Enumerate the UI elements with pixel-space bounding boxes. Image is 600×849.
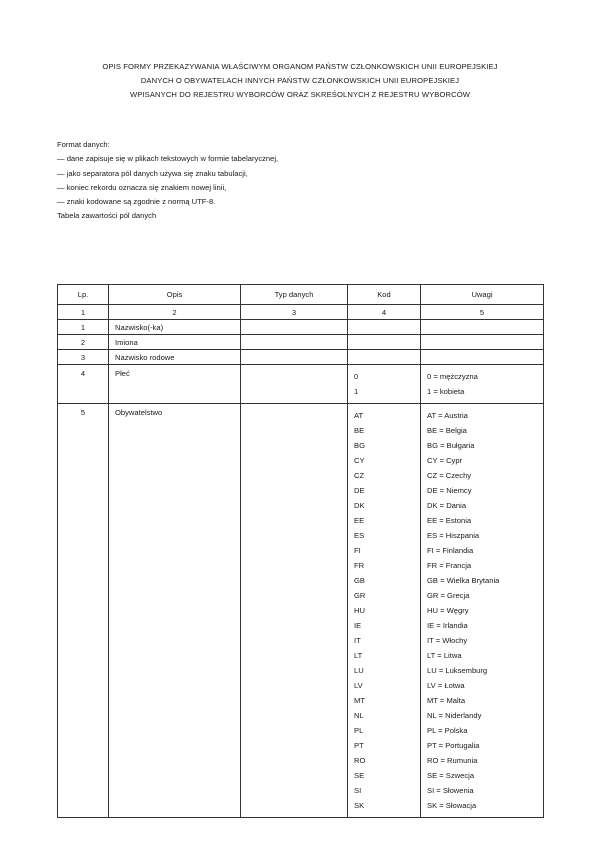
table-row [58,350,544,365]
row-typ [241,350,348,365]
stack-item: CY = Cypr [427,456,463,465]
colnum-3: 3 [241,305,348,320]
stack-item: PT = Portugalia [427,741,480,750]
stack-item: 1 = kobieta [427,387,465,396]
header-opis: Opis [109,285,241,305]
stack-item: AT [354,411,364,420]
row-kod-list [348,404,421,818]
stack-item: DE [354,486,365,495]
table-column-number-row [58,305,544,320]
format-bullet-3: — koniec rekordu oznacza się znakiem nowej linii, [57,182,227,192]
stack-item: 0 = mężczyzna [427,372,478,381]
row-uwagi [421,320,544,335]
stack-item: GR [354,591,366,600]
header-typ-danych: Typ danych [241,285,348,305]
stack-item: RO [354,756,366,765]
table-row [58,335,544,350]
title-line-1: OPIS FORMY PRZEKAZYWANIA WŁAŚCIWYM ORGANOM PAŃSTW CZŁONKOWSKICH UNII EUROPEJSKIEJ [102,62,498,71]
stack-item: CY [354,456,365,465]
stack-item: FI [354,546,361,555]
stack-item: LU = Luksemburg [427,666,488,675]
colnum-2: 2 [109,305,241,320]
stack-item: FR = Francja [427,561,472,570]
row-kod [348,335,421,350]
stack-item: GB [354,576,365,585]
colnum-4: 4 [348,305,421,320]
stack-item: 0 [354,372,359,381]
stack-item: EE [354,516,365,525]
title-line-2: DANYCH O OBYWATELACH INNYCH PAŃSTW CZŁONKOWSKICH UNII EUROPEJSKIEJ [140,76,460,85]
stack-item: FR [354,561,365,570]
row-opis: Imiona [109,335,241,350]
row-opis: Nazwisko(-ka) [109,320,241,335]
stack-item: IT [354,636,361,645]
stack-item: HU [354,606,365,615]
document-title [40,60,560,102]
format-bullet-4: — znaki kodowane są zgodnie z normą UTF-8. [57,197,216,207]
row-lp: 2 [58,335,109,350]
stack-item: BG = Bułgaria [427,441,475,450]
stack-item: CZ [354,471,365,480]
row-uwagi [421,335,544,350]
format-description [57,138,457,224]
stack-item: DK [354,501,365,510]
stack-item: GB = Wielka Brytania [427,576,500,585]
colnum-1: 1 [58,305,109,320]
stack-item: NL = Niderlandy [427,711,482,720]
stack-item: SE = Szwecja [427,771,475,780]
format-bullet-1: — dane zapisuje się w plikach tekstowych w formie tabelarycznej, [57,154,279,164]
stack-item: DE = Niemcy [427,486,472,495]
stack-item: PL [354,726,364,735]
stack-item: FI = Finlandia [427,546,474,555]
row-typ [241,320,348,335]
row-opis: Obywatelstwo [109,404,241,818]
row-kod [348,350,421,365]
stack-item: BE = Belgia [427,426,467,435]
row-kod [348,320,421,335]
colnum-5: 5 [421,305,544,320]
row-lp: 3 [58,350,109,365]
stack-item: GR = Grecja [427,591,470,600]
stack-item: ES = Hiszpania [427,531,480,540]
stack-item: SI [354,786,362,795]
row-kod-list [348,365,421,404]
table-row [58,365,544,404]
stack-item: AT = Austria [427,411,468,420]
stack-item: EE = Estonia [427,516,472,525]
row-typ [241,404,348,818]
stack-item: IT = Włochy [427,636,468,645]
stack-item: NL [354,711,364,720]
stack-item: RO = Rumunia [427,756,478,765]
row-lp: 5 [58,404,109,818]
stack-item: PT [354,741,364,750]
table-row [58,320,544,335]
stack-item: PL = Polska [427,726,468,735]
row-typ [241,365,348,404]
row-opis: Płeć [109,365,241,404]
stack-item: LU [354,666,364,675]
stack-item: MT = Malta [427,696,466,705]
stack-item: SI = Słowenia [427,786,474,795]
row-lp: 4 [58,365,109,404]
stack-item: HU = Węgry [427,606,469,615]
format-bullet-2: — jako separatora pól danych używa się znaku tabulacji, [57,168,248,178]
stack-item: IE [354,621,362,630]
stack-item: LV = Łotwa [427,681,465,690]
row-opis: Nazwisko rodowe [109,350,241,365]
table-caption: Tabela zawartości pól danych [57,211,157,221]
row-typ [241,335,348,350]
stack-item: 1 [354,387,359,396]
format-heading: Format danych: [57,140,110,149]
stack-item: ES [354,531,365,540]
row-lp: 1 [58,320,109,335]
stack-item: IE = Irlandia [427,621,468,630]
stack-item: LV [354,681,363,690]
header-kod: Kod [348,285,421,305]
row-uwagi-list [421,404,544,818]
stack-item: SK = Słowacja [427,801,477,810]
header-uwagi: Uwagi [421,285,544,305]
stack-item: LT = Litwa [427,651,462,660]
stack-item: BG [354,441,365,450]
row-uwagi [421,350,544,365]
stack-item: MT [354,696,365,705]
header-lp: Lp. [58,285,109,305]
table-header-row [58,285,544,305]
title-line-3: WPISANYCH DO REJESTRU WYBORCÓW ORAZ SKREŚOLNYCH Z REJESTRU WYBORCÓW [129,90,471,99]
stack-item: SE [354,771,365,780]
stack-item: LT [354,651,363,660]
row-uwagi-list [421,365,544,404]
stack-item: DK = Dania [427,501,467,510]
stack-item: CZ = Czechy [427,471,472,480]
stack-item: SK [354,801,365,810]
table-row [58,404,544,818]
stack-item: BE [354,426,365,435]
field-contents-table [57,284,544,818]
